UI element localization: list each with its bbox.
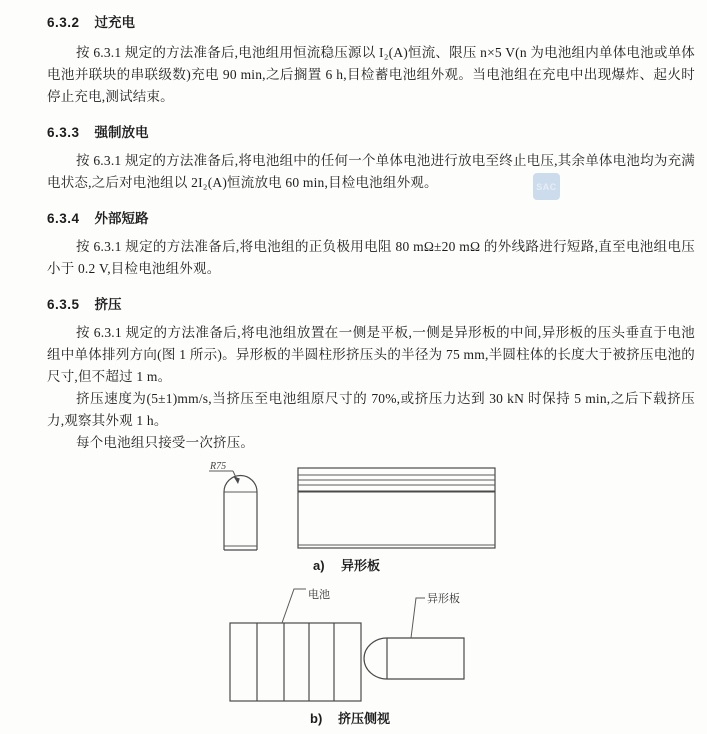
plate-press-head-shape	[364, 638, 464, 679]
paragraph-crush-speed: 挤压速度为(5±1)mm/s,当挤压至电池组原尺寸的 70%,或挤压力达到 30 kN 时保持 5 min,之后下载挤压力,观察其外观 1 h。	[47, 391, 695, 428]
caption-b-prefix: b)	[310, 711, 323, 726]
section-title: 外部短路	[94, 211, 149, 226]
battery-label: 电池	[308, 589, 330, 601]
section-heading-6-3-5	[47, 296, 695, 313]
section-title: 过充电	[94, 15, 136, 30]
paragraph-external-short: 按 6.3.1 规定的方法准备后,将电池组的正负极用电阻 80 mΩ±20 mΩ 的外线路进行短路,直至电池组电压小于 0.2 V,目检电池组外观。	[47, 239, 695, 276]
plate-label: 异形板	[427, 593, 460, 605]
section-number: 6.3.2	[47, 15, 80, 30]
battery-label-callout	[282, 587, 330, 623]
section-number: 6.3.3	[47, 125, 80, 140]
paragraph-crush-setup: 按 6.3.1 规定的方法准备后,将电池组放置在一侧是平板,一侧是异形板的中间,异形板的压头垂直于电池组中单体排列方向(图 1 所示)。异形板的半圆柱形挤压头的半径为 75 mm,半圆柱体的长度大于被挤压电池的尺寸,但不超过 1 m。	[47, 325, 695, 384]
caption-a-prefix: a)	[313, 558, 325, 573]
section-title: 挤压	[94, 297, 122, 312]
caption-b	[310, 711, 390, 726]
arrowhead	[234, 477, 240, 485]
paragraph-crush-once: 每个电池组只接受一次挤压。	[76, 435, 255, 450]
section-number: 6.3.5	[47, 297, 80, 312]
diagram-b-crush-side-view	[230, 587, 464, 726]
section-heading-6-3-2	[47, 14, 695, 31]
radius-callout	[209, 461, 240, 484]
caption-a	[313, 558, 380, 573]
plate-side-view-shape	[298, 468, 495, 548]
plate-end-view-shape	[224, 476, 257, 551]
paragraph-forced-discharge: 按 6.3.1 规定的方法准备后,将电池组中的任何一个单体电池进行放电至终止电压,其余单体电池均为充满电状态,之后对电池组以 2I₂(A)恒流放电 60 min,目检电池组外观。	[47, 153, 695, 190]
section-number: 6.3.4	[47, 211, 80, 226]
figure-crush-diagram	[0, 456, 707, 734]
battery-pack-shape	[230, 623, 361, 701]
radius-label: R75	[210, 461, 227, 472]
diagram-a-shaped-plate	[209, 461, 495, 573]
caption-b-label: 挤压侧视	[338, 711, 391, 726]
section-title: 强制放电	[94, 125, 149, 140]
watermark-stamp	[533, 173, 560, 200]
plate-label-callout	[411, 591, 460, 638]
caption-a-label: 异形板	[341, 558, 381, 573]
section-heading-6-3-3	[47, 124, 695, 141]
paragraph-overcharge: 按 6.3.1 规定的方法准备后,电池组用恒流稳压源以 I₂(A)恒流、限压 n×5 V(n 为电池组内单体电池或单体电池并联块的串联级数)充电 90 min,之后搁置 6 h,目检蓄电池组外观。当电池组在充电中出现爆炸、起火时停止充电,测试结束。	[47, 45, 695, 104]
section-heading-6-3-4	[47, 210, 695, 227]
watermark-text: SAC	[536, 181, 557, 192]
